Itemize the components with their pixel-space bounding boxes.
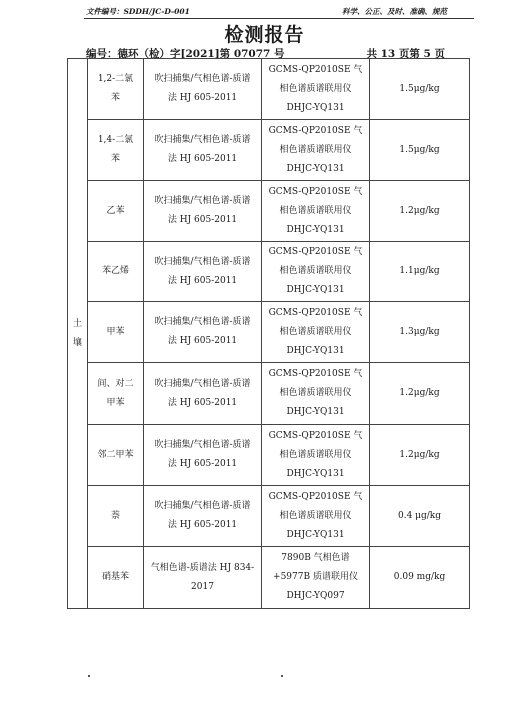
instrument-cell xyxy=(262,363,370,425)
method-cell xyxy=(144,242,262,302)
detection-limit-cell xyxy=(370,120,470,181)
method-cell xyxy=(144,302,262,363)
table-row xyxy=(68,181,470,242)
detection-limit-text: 1.3μg/kg xyxy=(399,326,440,337)
instrument-text: GCMS-QP2010SE 气相色谱质谱联用仪 DHJC-YQ131 xyxy=(268,430,363,479)
detection-limit-cell xyxy=(370,242,470,302)
method-cell xyxy=(144,486,262,547)
detection-limit-text: 1.1μg/kg xyxy=(399,266,440,276)
method-text: 吹扫捕集/气相色谱-质谱法 HJ 605-2011 xyxy=(154,135,251,164)
item-text: 甲苯 xyxy=(106,326,125,337)
table-row xyxy=(68,363,470,425)
method-cell xyxy=(144,363,262,425)
item-cell xyxy=(88,242,144,302)
table-row xyxy=(68,486,470,547)
table-row xyxy=(68,120,470,181)
detection-limit-cell xyxy=(370,363,470,425)
method-cell xyxy=(144,181,262,242)
detection-limit-text: 1.2μg/kg xyxy=(399,205,440,216)
instrument-cell xyxy=(262,120,370,181)
instrument-text: GCMS-QP2010SE 气相色谱质谱联用仪 DHJC-YQ131 xyxy=(268,491,363,540)
instrument-cell xyxy=(262,547,370,609)
instrument-cell xyxy=(262,59,370,120)
method-text: 吹扫捕集/气相色谱-质谱法 HJ 605-2011 xyxy=(154,501,251,530)
item-text: 1,4-二氯苯 xyxy=(97,135,134,164)
detection-limit-cell xyxy=(370,486,470,547)
method-text: 吹扫捕集/气相色谱-质谱法 HJ 605-2011 xyxy=(154,74,251,103)
instrument-cell xyxy=(262,302,370,363)
method-cell xyxy=(144,120,262,181)
method-text: 吹扫捕集/气相色谱-质谱法 HJ 605-2011 xyxy=(154,317,251,346)
table-row xyxy=(68,302,470,363)
method-text: 吹扫捕集/气相色谱-质谱法 HJ 605-2011 xyxy=(154,440,251,469)
method-text: 气相色谱-质谱法 HJ 834-2017 xyxy=(150,562,255,592)
instrument-text: GCMS-QP2010SE 气相色谱质谱联用仪 DHJC-YQ131 xyxy=(268,125,363,174)
detection-limit-cell xyxy=(370,547,470,609)
detection-limit-cell xyxy=(370,181,470,242)
item-cell xyxy=(88,120,144,181)
method-cell xyxy=(144,547,262,609)
item-cell xyxy=(88,181,144,242)
category-cell xyxy=(68,59,88,609)
report-number: 编号：德环（检）字[2021]第 07077 号 xyxy=(86,48,285,60)
detection-limit-text: 1.5μg/kg xyxy=(399,83,440,94)
instrument-text: GCMS-QP2010SE 气相色谱质谱联用仪 DHJC-YQ131 xyxy=(268,307,363,356)
method-cell xyxy=(144,59,262,120)
instrument-text: GCMS-QP2010SE 气相色谱质谱联用仪 DHJC-YQ131 xyxy=(268,369,363,417)
item-cell xyxy=(88,486,144,547)
detection-limit-text: 0.09 mg/kg xyxy=(393,572,446,582)
instrument-text: GCMS-QP2010SE 气相色谱质谱联用仪 DHJC-YQ131 xyxy=(268,64,363,113)
results-table xyxy=(67,58,470,609)
item-text: 萘 xyxy=(110,510,120,521)
instrument-text: 7890B 气相色谱 +5977B 质谱联用仪 DHJC-YQ097 xyxy=(273,553,358,601)
detection-limit-text: 1.2μg/kg xyxy=(399,449,440,460)
report-title: 检测报告 xyxy=(224,24,305,46)
detection-limit-cell xyxy=(370,59,470,120)
item-cell xyxy=(88,363,144,425)
detection-limit-text: 1.5μg/kg xyxy=(399,144,440,155)
method-text: 吹扫捕集/气相色谱-质谱法 HJ 605-2011 xyxy=(154,378,251,408)
instrument-text: GCMS-QP2010SE 气相色谱质谱联用仪 DHJC-YQ131 xyxy=(268,247,363,295)
item-cell xyxy=(88,302,144,363)
item-text: 乙苯 xyxy=(106,205,125,216)
footer-mark xyxy=(281,675,283,677)
page-info: 共 13 页第 5 页 xyxy=(366,48,445,60)
document-number: 文件编号：SDDH/JC-D-001 xyxy=(86,7,190,16)
instrument-text: GCMS-QP2010SE 气相色谱质谱联用仪 DHJC-YQ131 xyxy=(268,186,363,235)
item-cell xyxy=(88,425,144,486)
instrument-cell xyxy=(262,486,370,547)
method-text: 吹扫捕集/气相色谱-质谱法 HJ 605-2011 xyxy=(154,256,251,286)
table-row xyxy=(68,547,470,609)
category-label: 土壤 xyxy=(72,318,82,348)
detection-limit-cell xyxy=(370,302,470,363)
item-text: 硝基苯 xyxy=(101,572,129,582)
instrument-cell xyxy=(262,181,370,242)
table-row xyxy=(68,59,470,120)
method-text: 吹扫捕集/气相色谱-质谱法 HJ 605-2011 xyxy=(154,196,251,225)
item-text: 间、对二甲苯 xyxy=(97,378,134,408)
table-row xyxy=(68,425,470,486)
motto: 科学、公正、及时、准确、规范 xyxy=(342,7,447,16)
instrument-cell xyxy=(262,242,370,302)
detection-limit-cell xyxy=(370,425,470,486)
method-cell xyxy=(144,425,262,486)
footer-mark xyxy=(88,675,90,677)
header-divider xyxy=(84,18,474,19)
item-cell xyxy=(88,59,144,120)
table-row xyxy=(68,242,470,302)
detection-limit-text: 0.4 μg/kg xyxy=(397,510,442,521)
instrument-cell xyxy=(262,425,370,486)
item-text: 1,2-二氯苯 xyxy=(97,74,134,103)
item-cell xyxy=(88,547,144,609)
detection-limit-text: 1.2μg/kg xyxy=(399,388,440,398)
item-text: 邻二甲苯 xyxy=(97,449,134,460)
item-text: 苯乙烯 xyxy=(101,266,129,276)
